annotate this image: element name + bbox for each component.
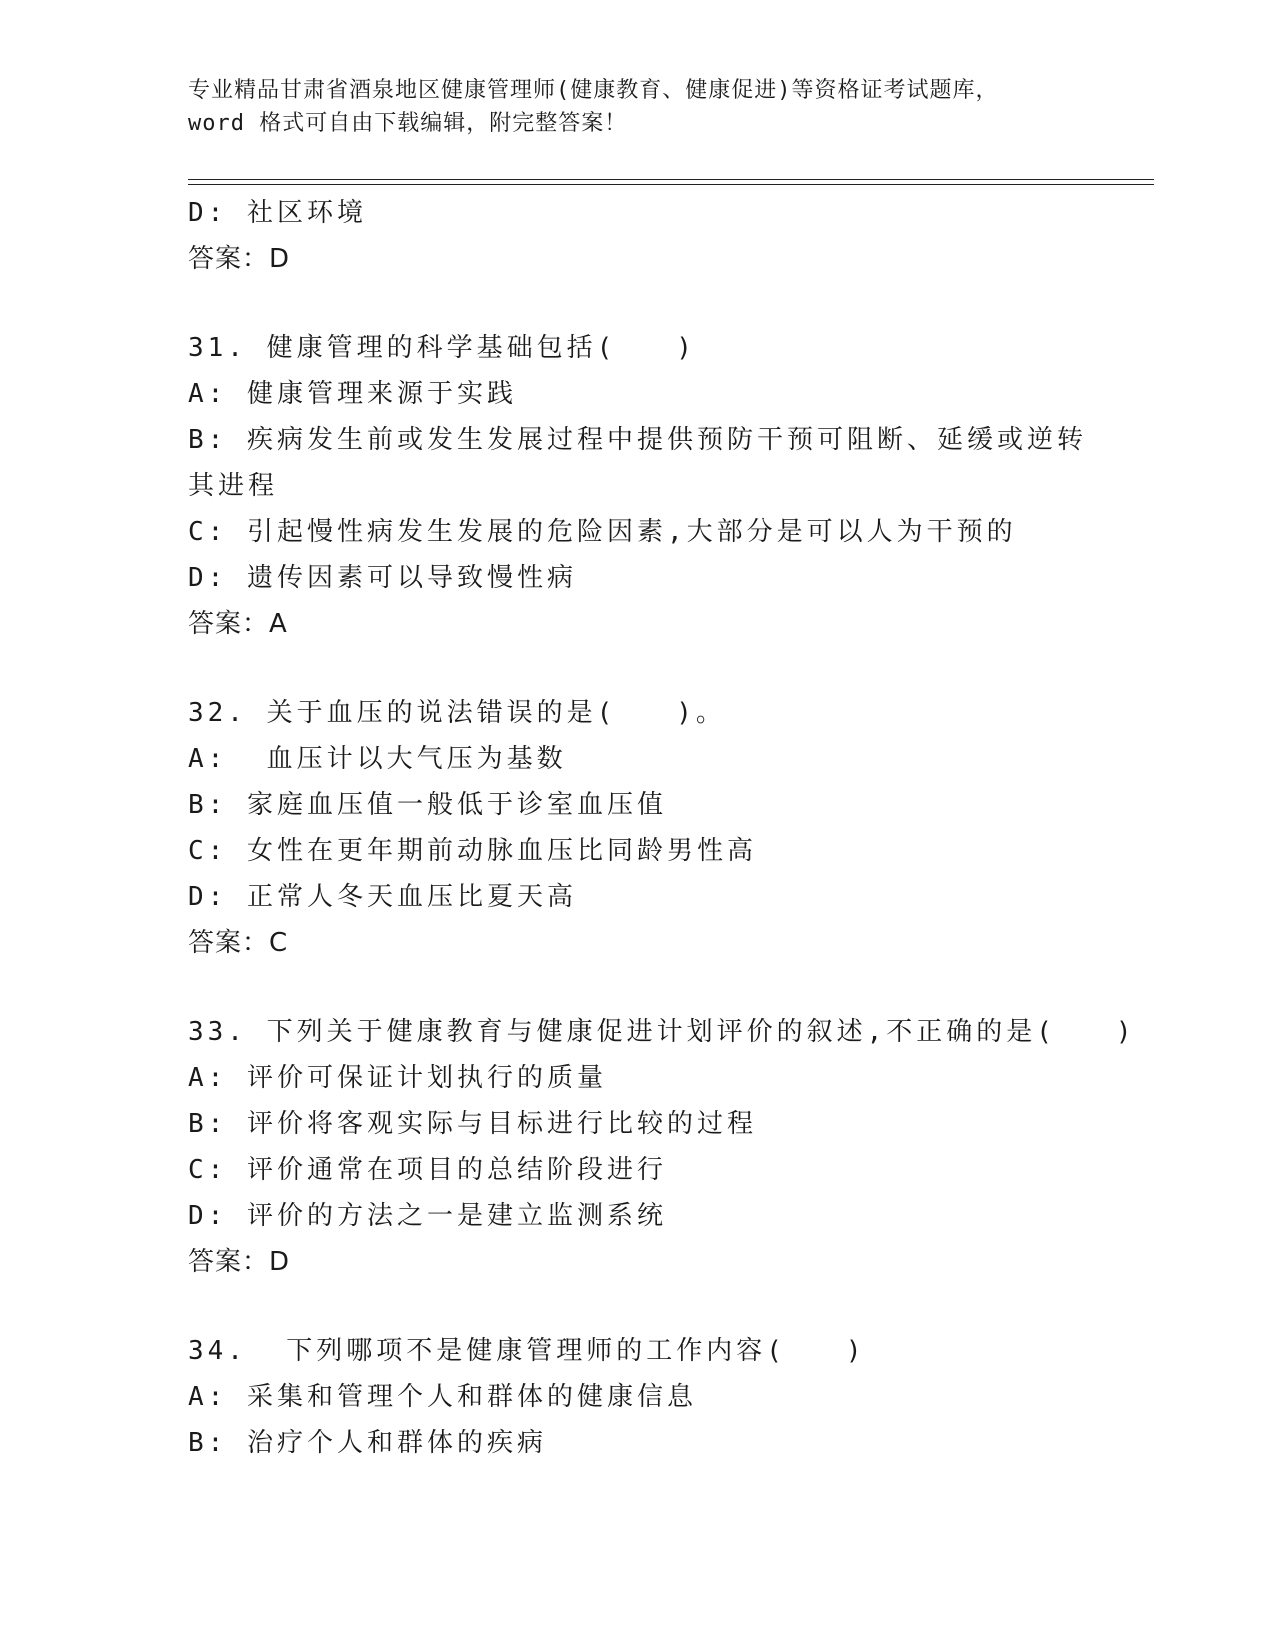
- question-stem: 31. 健康管理的科学基础包括( ): [188, 333, 696, 363]
- option-a: A: 采集和管理个人和群体的健康信息: [188, 1382, 697, 1412]
- option-a: A: 评价可保证计划执行的质量: [188, 1063, 607, 1093]
- answer: 答案：D: [188, 1247, 291, 1277]
- prev-answer: 答案：D: [188, 244, 291, 274]
- question-34: [188, 1328, 1088, 1466]
- option-a: A: 健康管理来源于实践: [188, 379, 517, 409]
- header-line-1: 专业精品甘肃省酒泉地区健康管理师(健康教育、健康促进)等资格证考试题库，: [188, 78, 999, 103]
- header-divider-bottom: [188, 184, 1154, 185]
- answer: 答案：A: [188, 609, 288, 639]
- option-b: B: 评价将客观实际与目标进行比较的过程: [188, 1109, 757, 1139]
- option-a: A: 血压计以大气压为基数: [188, 744, 567, 774]
- header-divider-top: [188, 179, 1154, 180]
- option-d: D: 评价的方法之一是建立监测系统: [188, 1201, 667, 1231]
- question-stem: 33. 下列关于健康教育与健康促进计划评价的叙述,不正确的是( ): [188, 1017, 1136, 1047]
- answer: 答案：C: [188, 928, 289, 958]
- header-line-2: word 格式可自由下载编辑，附完整答案！: [188, 111, 628, 136]
- question-stem: 34. 下列哪项不是健康管理师的工作内容( ): [188, 1336, 866, 1366]
- question-33: [188, 1009, 1136, 1285]
- document-header: [188, 74, 1088, 140]
- option-b: B: 疾病发生前或发生发展过程中提供预防干预可阻断、延缓或逆转其进程: [188, 425, 1087, 501]
- option-c: C: 女性在更年期前动脉血压比同龄男性高: [188, 836, 757, 866]
- option-d: D: 遗传因素可以导致慢性病: [188, 563, 577, 593]
- question-stem: 32. 关于血压的说法错误的是( )。: [188, 698, 726, 728]
- option-b: B: 治疗个人和群体的疾病: [188, 1428, 547, 1458]
- question-list: [188, 190, 1136, 1466]
- option-c: C: 评价通常在项目的总结阶段进行: [188, 1155, 667, 1185]
- option-d: D: 正常人冬天血压比夏天高: [188, 882, 577, 912]
- question-32: [188, 690, 1088, 966]
- option-b: B: 家庭血压值一般低于诊室血压值: [188, 790, 667, 820]
- question-31: [188, 325, 1088, 647]
- option-c: C: 引起慢性病发生发展的危险因素,大部分是可以人为干预的: [188, 517, 1017, 547]
- prev-option-d: D: 社区环境: [188, 198, 367, 228]
